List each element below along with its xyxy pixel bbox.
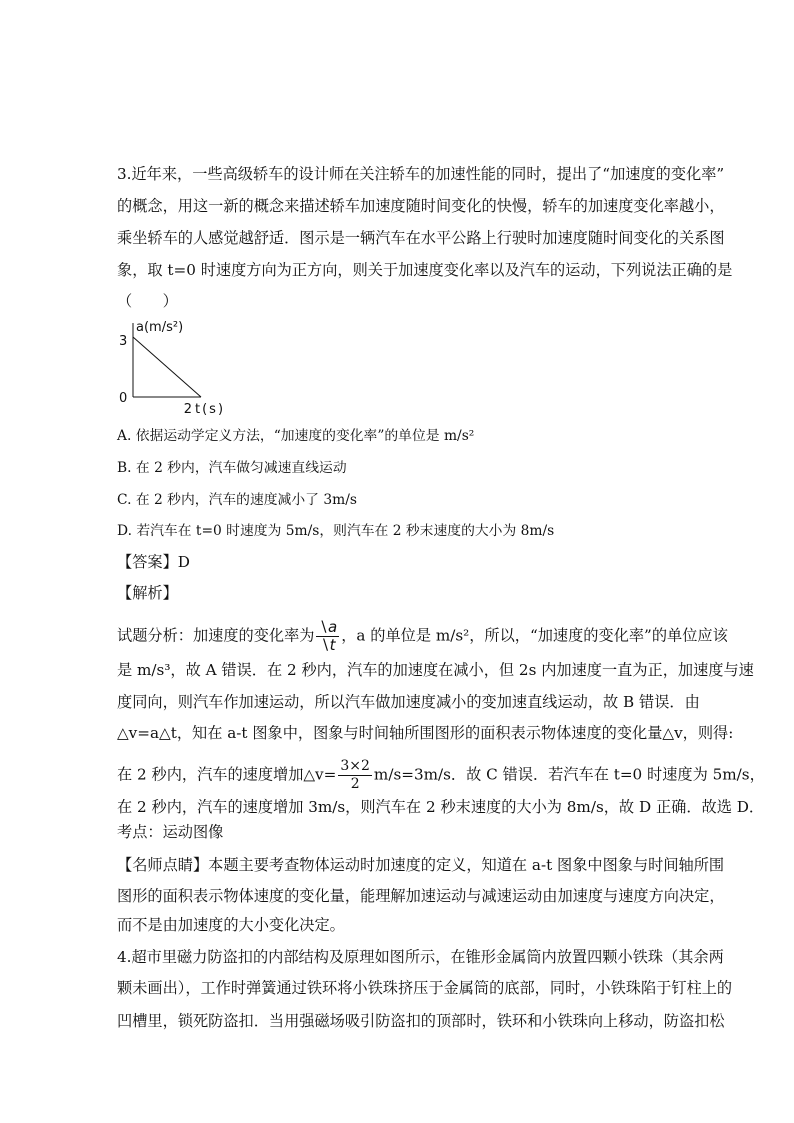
fraction-denominator: ∖t <box>320 636 336 654</box>
delta-v-fraction <box>338 758 372 793</box>
analysis-text: 试题分析：加速度的变化率为 <box>117 626 315 645</box>
q4-stem-line-3: 凹槽里，锁死防盗扣．当用强磁场吸引防盗扣的顶部时，铁环和小铁珠向上移动，防盗扣松 <box>117 1012 725 1030</box>
rate-fraction <box>316 619 339 654</box>
q3-stem-line-3: 乘坐轿车的人感觉越舒适．图示是一辆汽车在水平公路上行驶时加速度随时间变化的关系图 <box>117 229 725 247</box>
q4-stem-line-1: 4.超市里磁力防盗扣的内部结构及原理如图所示，在锥形金属筒内放置四颗小铁珠（其余两 <box>117 948 724 966</box>
fraction-denominator: 2 <box>350 776 360 792</box>
q3-stem-line-1: 3.近年来，一些高级轿车的设计师在关注轿车的加速性能的同时，提出了“加速度的变化率” <box>117 165 725 183</box>
analysis-text: ，a 的单位是 m/s²，所以，“加速度的变化率”的单位应该 <box>341 626 728 645</box>
a-t-graph-svg <box>117 315 267 420</box>
y-axis-label: a(m/s²) <box>136 320 184 335</box>
q3-analysis-line-6: 在 2 秒内，汽车的速度增加 3m/s，则汽车在 2 秒末速度的大小为 8m/s，故 D 正确．故选 D． <box>117 798 765 816</box>
y-tick-3: 3 <box>119 334 128 349</box>
q3-option-a: A. 依据运动学定义方法，“加速度的变化率”的单位是 m/s² <box>117 428 475 444</box>
q3-knowledge-point: 考点：运动图像 <box>117 823 224 841</box>
x-tick-2: 2 <box>183 402 192 417</box>
q3-tips-line-2: 图形的面积表示物体速度的变化量，能理解加速运动与减速运动由加速度与速度方向决定， <box>117 887 725 905</box>
q3-analysis-line-5 <box>117 758 765 793</box>
q3-stem-line-2: 的概念，用这一新的概念来描述轿车加速度随时间变化的快慢，轿车的加速度变化率越小， <box>117 197 725 215</box>
q3-analysis-line-2: 是 m/s³，故 A 错误．在 2 秒内，汽车的加速度在减小，但 2s 内加速度一直为正，加速度与速 <box>117 661 754 679</box>
q3-answer: 【答案】D <box>117 553 190 571</box>
q3-option-c: C. 在 2 秒内，汽车的速度减小了 3m/s <box>117 492 357 508</box>
q3-analysis-line-4: △v=a△t，知在 a-t 图象中，图象与时间轴所围图形的面积表示物体速度的变化量△v，则得: <box>117 724 734 742</box>
x-axis-label: t(s) <box>195 402 226 417</box>
q3-tips-line-3: 而不是由加速度的大小变化决定。 <box>117 916 345 934</box>
analysis-text: m/s=3m/s．故 C 错误．若汽车在 t=0 时速度为 5m/s， <box>373 765 765 784</box>
acceleration-line <box>133 337 201 397</box>
q3-option-b: B. 在 2 秒内，汽车做匀减速直线运动 <box>117 460 347 476</box>
analysis-text: 在 2 秒内，汽车的速度增加△v= <box>117 765 337 784</box>
q3-tips-line-1: 【名师点睛】本题主要考查物体运动时加速度的定义，知道在 a-t 图象中图象与时间轴所围 <box>117 856 725 874</box>
q3-option-d: D. 若汽车在 t=0 时速度为 5m/s，则汽车在 2 秒末速度的大小为 8m/s <box>117 523 555 539</box>
q3-analysis-title: 【解析】 <box>117 584 178 602</box>
fraction-numerator: 3×2 <box>340 758 370 774</box>
fraction-numerator: ∖a <box>318 618 338 636</box>
a-t-graph <box>117 315 267 420</box>
q3-stem-line-5: （ ） <box>117 292 178 310</box>
q3-stem-line-4: 象，取 t=0 时速度方向为正方向，则关于加速度变化率以及汽车的运动，下列说法正确的是 <box>117 261 733 279</box>
q3-analysis-line-3: 度同向，则汽车作加速运动，所以汽车做加速度减小的变加速直线运动，故 B 错误．由 <box>117 693 700 711</box>
q3-analysis-line-1 <box>117 619 728 654</box>
q4-stem-line-2: 颗未画出），工作时弹簧通过铁环将小铁珠挤压于金属筒的底部，同时，小铁珠陷于钉柱上的 <box>117 979 733 997</box>
origin-label: 0 <box>119 391 128 406</box>
